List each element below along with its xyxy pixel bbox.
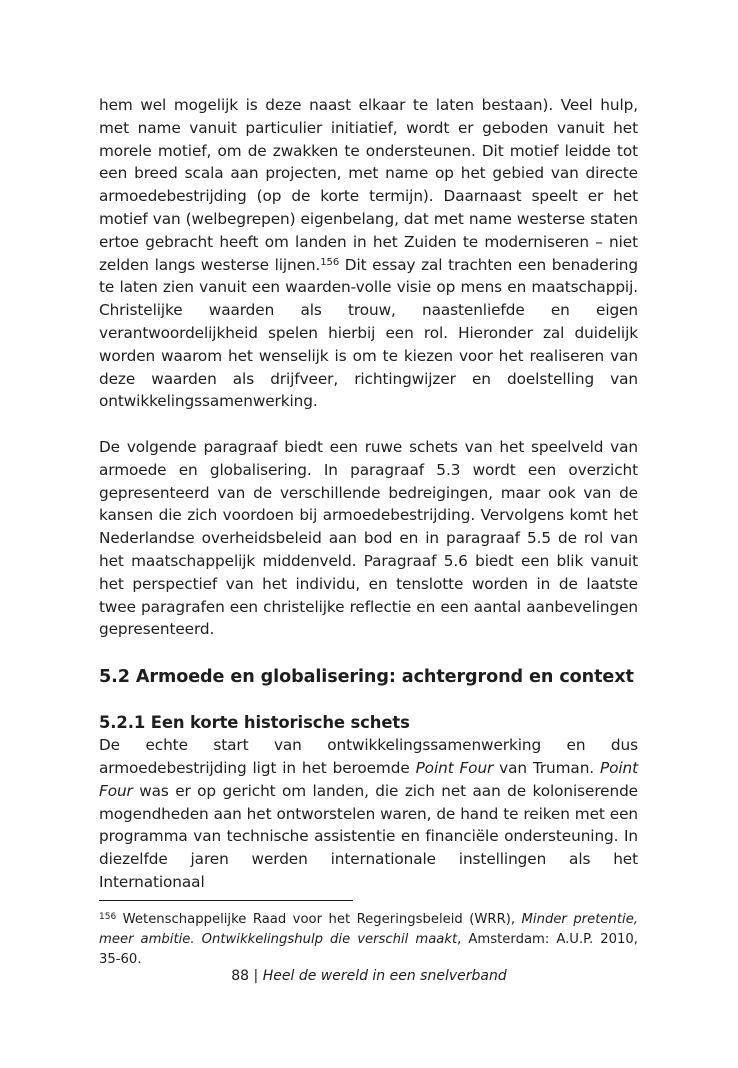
section-heading: 5.2 Armoede en globalisering: achtergrond en context — [99, 667, 634, 688]
footnote-title: Minder pretentie, meer ambitie. Ontwikkelingshulp die verschil maakt — [99, 912, 639, 947]
paragraph-intro-text-b: Dit essay zal trachten een benadering te laten zien vanuit een waarden-volle visie op mens en maatschappij. Christelijke waarden als trouw, naastenliefde en eigen verantwoordelijkheid spelen hierbij een rol. Hieronder zal duidelijk worden waarom het wenselijk is om te kiezen voor het realiseren van deze waarden als drijfveer, richtingwijzer en doelstelling van ontwikkelingssamenwerking. — [99, 255, 638, 411]
footnote-number: 156 — [99, 912, 117, 922]
page-number: 88 — [231, 968, 250, 984]
page-body — [99, 94, 638, 894]
point-four-term-2: Point Four — [99, 758, 638, 800]
footnote-text-a: Wetenschappelijke Raad voor het Regeringsbeleid (WRR), — [116, 912, 522, 927]
subsection-heading: 5.2.1 Een korte historische schets — [99, 713, 410, 733]
paragraph-history — [99, 734, 638, 894]
paragraph-history-text-a: De echte start van ontwikkelingssamenwerking en dus armoedebestrijding ligt in het beroemde — [99, 736, 638, 777]
paragraph-history-text-b: van Truman. — [493, 758, 600, 777]
paragraph-outline: De volgende paragraaf biedt een ruwe schets van het speelveld van armoede en globalisering. In paragraaf 5.3 wordt een overzicht gepresenteerd van de verschillende bedreigingen, maar ook van de kansen die zich voordoen bij armoedebestrijding. Vervolgens komt het Nederlandse overheidsbeleid aan bod en in paragraaf 5.5 de rol van het maatschappelijk middenveld. Paragraaf 5.6 biedt een blik vanuit het perspectief van het individu, en tenslotte worden in de laatste twee paragrafen een christelijke reflectie en een aantal aanbevelingen gepresenteerd. — [99, 437, 638, 639]
paragraph-intro-text-a: hem wel mogelijk is deze naast elkaar te laten bestaan). Veel hulp, met name vanuit particulier initiatief, wordt er geboden vanuit het morele motief, om de zwakken te ondersteunen. Dit motief leidde tot een breed scala aan projecten, met name op het gebied van directe armoedebestrijding (op de korte termijn). Daarnaast speelt er het motief van (welbegrepen) eigenbelang, dat met name westerse staten ertoe gebracht heeft om landen in het Zuiden te moderniseren – niet zelden langs westerse lijnen. — [99, 96, 638, 274]
page-footer — [0, 966, 738, 986]
footnote-text-b: , Amsterdam: A.U.P. 2010, 35-60. — [99, 932, 639, 967]
footnote-divider — [99, 900, 353, 901]
point-four-term: Point Four — [415, 758, 494, 777]
book-title: Heel de wereld in een snelverband — [262, 968, 507, 984]
paragraph-intro — [99, 94, 638, 413]
paragraph-history-text-c: was er op gericht om landen, die zich net aan de koloniserende mogendheden aan het ontworstelen waren, de hand te reiken met een programma van technische assistentie en financiële ondersteuning. In diezelfde jaren werden internationale instellingen als het Internationaal — [99, 781, 638, 891]
footnote-reference[interactable]: 156 — [320, 256, 340, 268]
footnote — [99, 910, 638, 970]
footer-separator: | — [249, 968, 263, 984]
